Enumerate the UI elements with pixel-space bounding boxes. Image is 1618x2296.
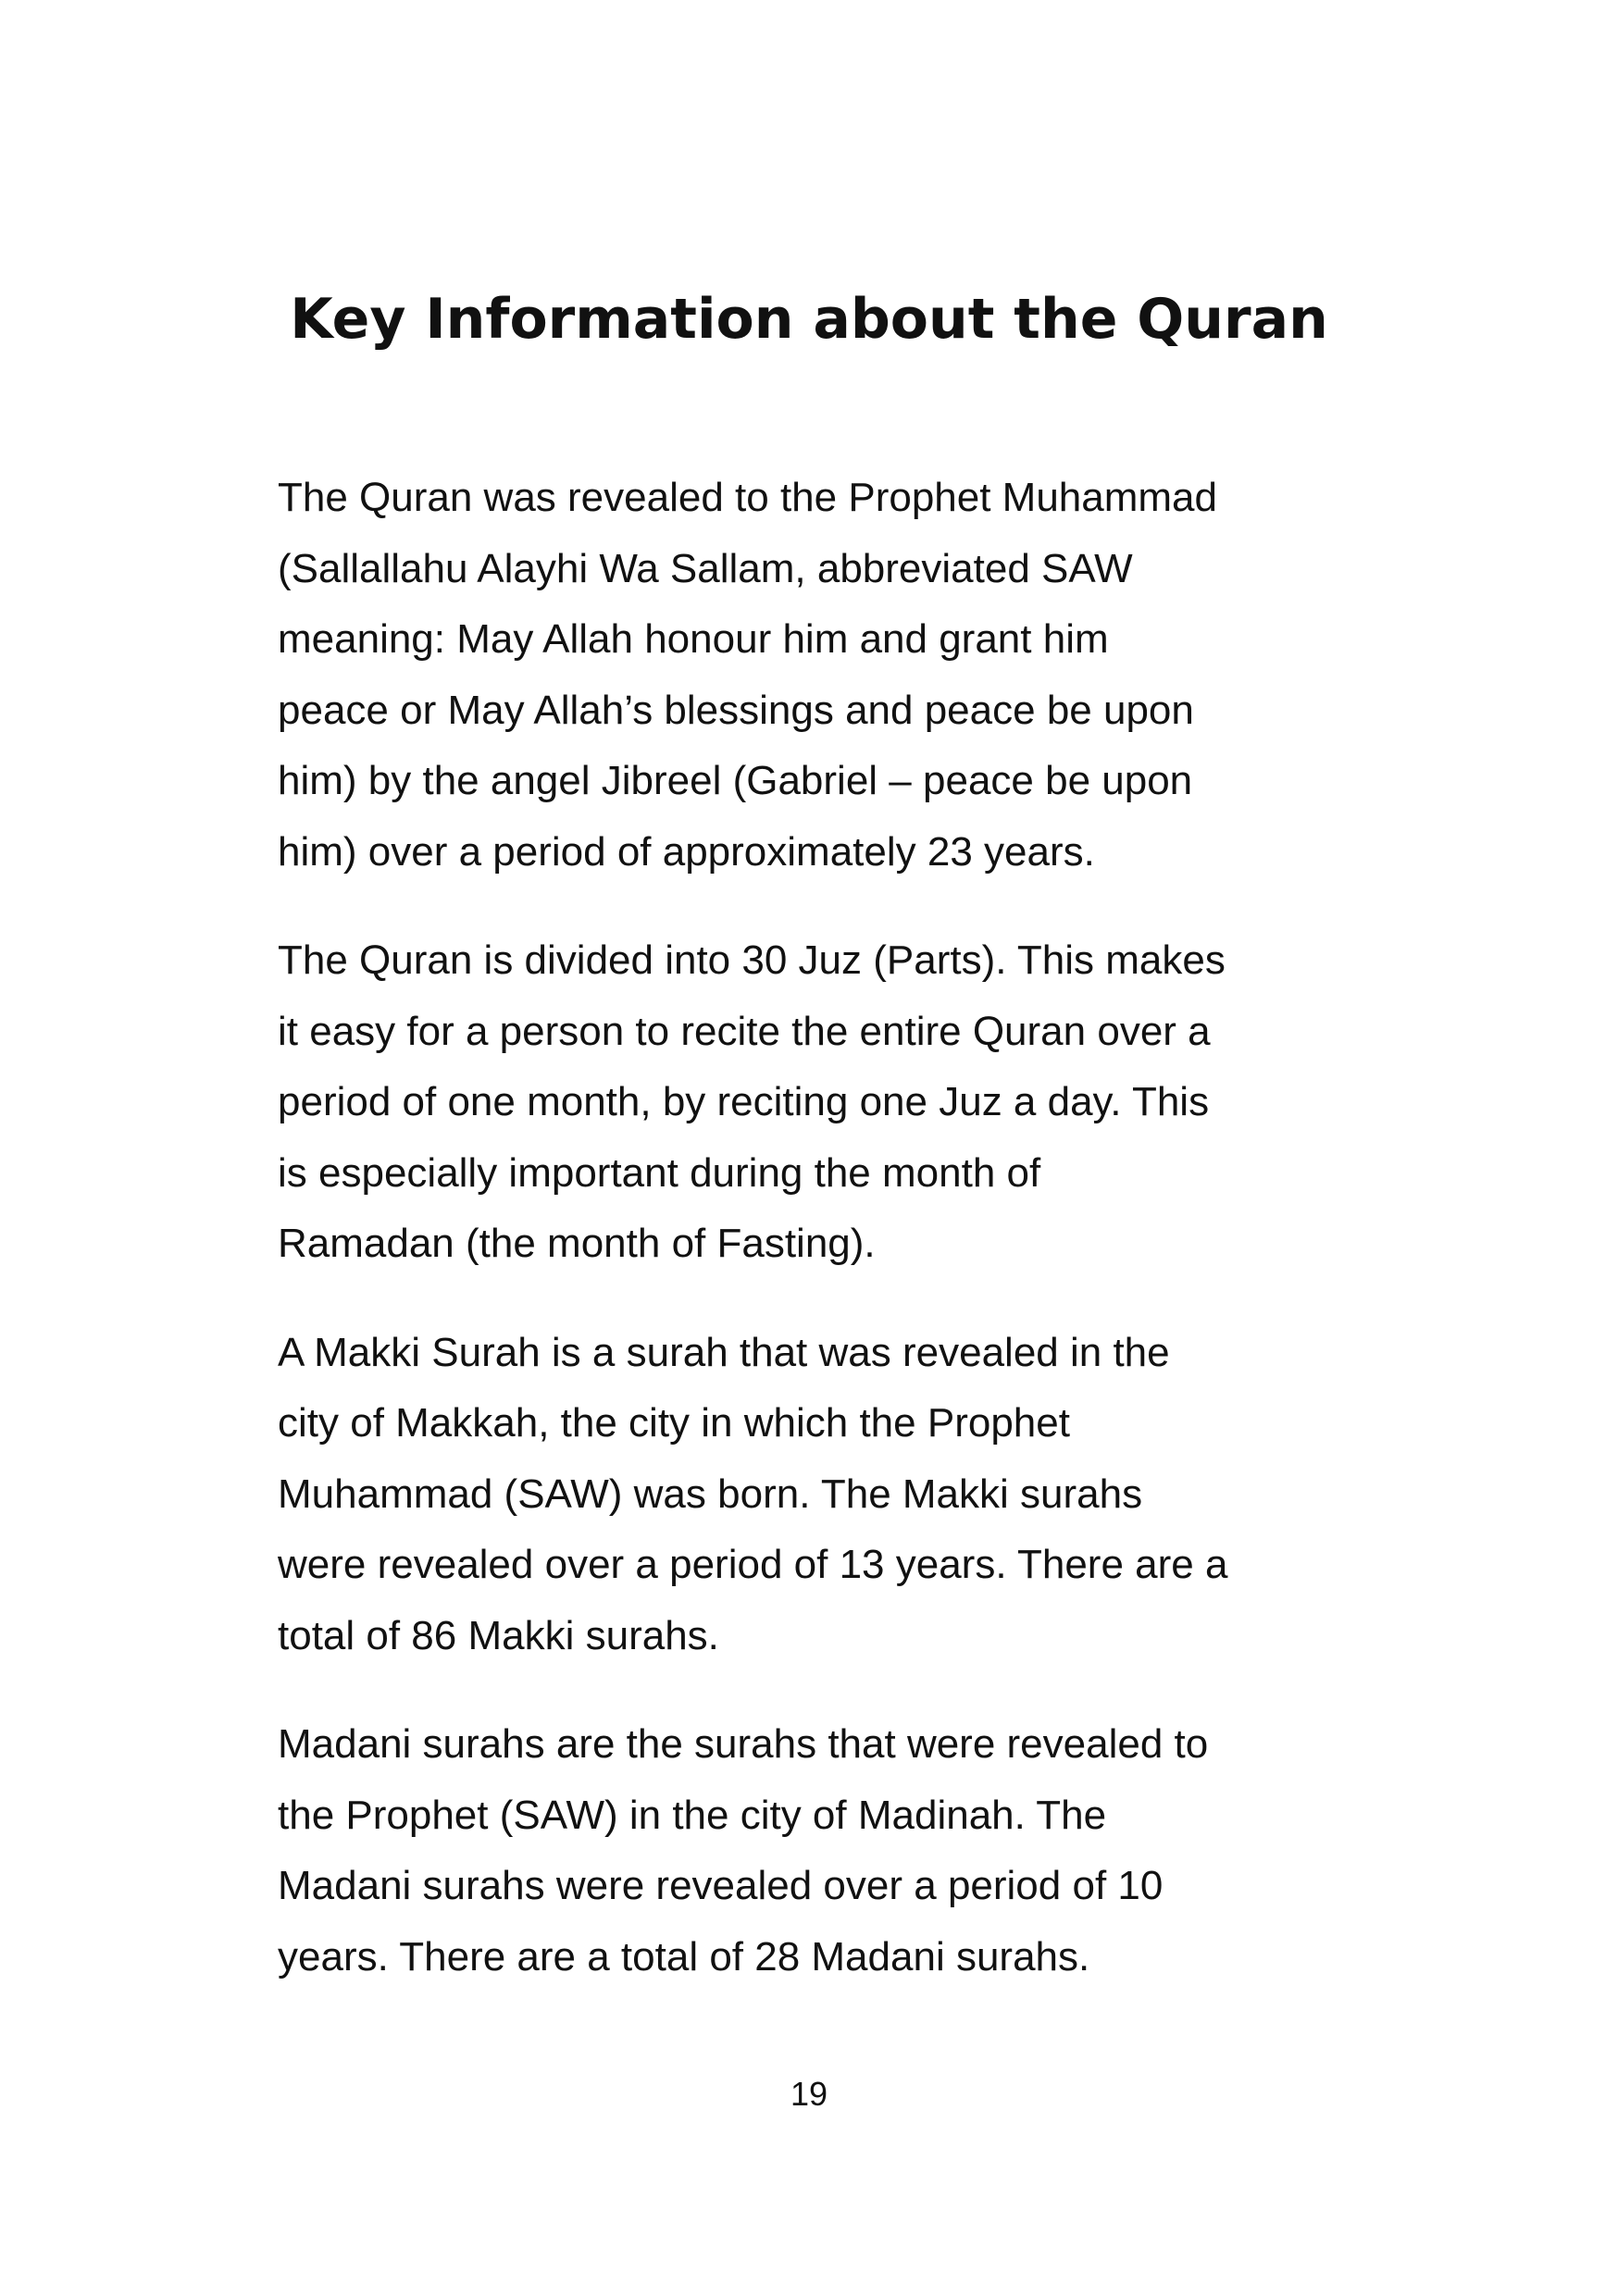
text-line: period of one month, by reciting one Juz a day. This xyxy=(278,1079,1210,1124)
paragraph-makki xyxy=(278,1318,1351,1672)
paragraph-revelation xyxy=(278,463,1351,887)
text-line: Muhammad (SAW) was born. The Makki surahs xyxy=(278,1471,1143,1517)
text-line: him) over a period of approximately 23 years. xyxy=(278,828,1095,875)
text-line: is especially important during the month of xyxy=(278,1149,1041,1196)
text-line: years. There are a total of 28 Madani surahs. xyxy=(278,1933,1090,1980)
paragraph-juz xyxy=(278,925,1351,1280)
body-text xyxy=(278,463,1351,2030)
text-line: were revealed over a period of 13 years. There are a xyxy=(278,1542,1228,1587)
text-line: Madani surahs are the surahs that were revealed to xyxy=(278,1721,1209,1767)
text-line: A Makki Surah is a surah that was revealed in the xyxy=(278,1329,1170,1375)
paragraph-madani xyxy=(278,1709,1351,1992)
text-line: The Quran is divided into 30 Juz (Parts). This makes xyxy=(278,937,1226,983)
text-line: Ramadan (the month of Fasting). xyxy=(278,1221,876,1266)
text-line: meaning: May Allah honour him and grant him xyxy=(278,616,1109,662)
text-line: city of Makkah, the city in which the Prophet xyxy=(278,1400,1070,1446)
text-line: (Sallallahu Alayhi Wa Sallam, abbreviated SAW xyxy=(278,545,1133,591)
page-title: Key Information about the Quran xyxy=(290,287,1328,352)
text-line: Madani surahs were revealed over a period of 10 xyxy=(278,1863,1164,1908)
text-line: The Quran was revealed to the Prophet Muhammad xyxy=(278,475,1217,520)
text-line: it easy for a person to recite the entire Quran over a xyxy=(278,1008,1211,1054)
text-line: him) by the angel Jibreel (Gabriel – peace be upon xyxy=(278,758,1193,803)
text-line: peace or May Allah’s blessings and peace be upon xyxy=(278,687,1194,733)
page-number: 19 xyxy=(790,2075,828,2113)
text-line: total of 86 Makki surahs. xyxy=(278,1612,719,1658)
text-line: the Prophet (SAW) in the city of Madinah. The xyxy=(278,1792,1107,1838)
